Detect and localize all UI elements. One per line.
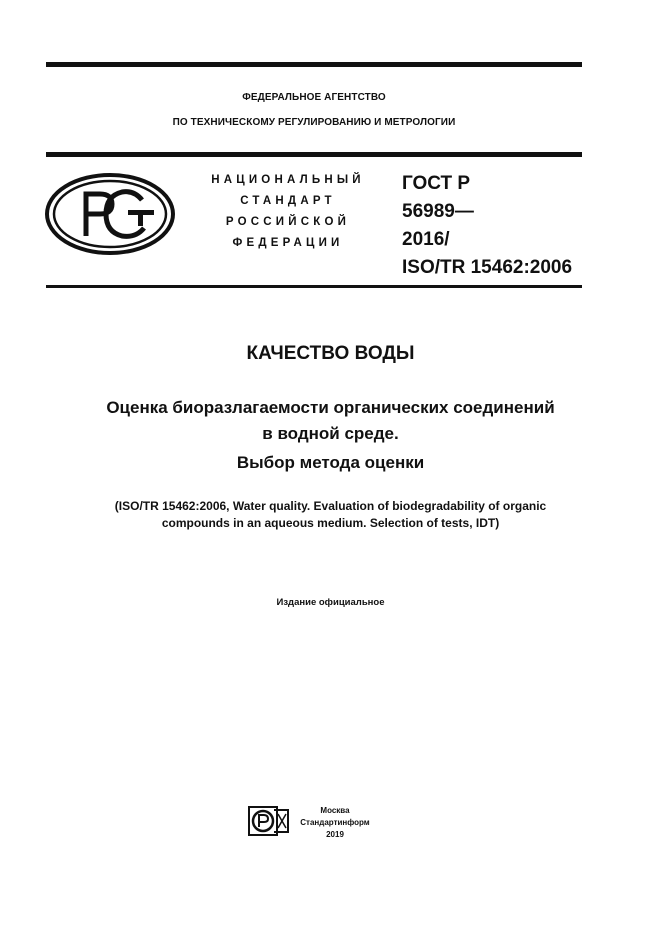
iso-reference-line: (ISO/TR 15462:2006, Water quality. Evaluation of biodegradability of organic xyxy=(114,499,547,513)
publisher-year: 2019 xyxy=(326,830,344,839)
subtitle-line: Оценка биоразлагаемости органических соединений xyxy=(106,398,555,417)
publisher-city: Москва xyxy=(320,806,350,815)
publisher-name: Стандартинформ xyxy=(300,818,370,827)
document-title: КАЧЕСТВО ВОДЫ xyxy=(246,343,415,364)
national-line: НАЦИОНАЛЬНЫЙ xyxy=(211,174,365,186)
edition-label: Издание официальное xyxy=(276,597,385,608)
designation-line: 2016/ xyxy=(402,229,450,250)
agency-line-2: ПО ТЕХНИЧЕСКОМУ РЕГУЛИРОВАНИЮ И МЕТРОЛОГИИ xyxy=(172,117,456,128)
standartinform-logo-icon xyxy=(248,806,290,836)
national-line: ФЕДЕРАЦИИ xyxy=(232,237,344,249)
subtitle-line: Выбор метода оценки xyxy=(236,453,425,472)
standard-designation xyxy=(402,170,572,282)
national-line: РОССИЙСКОЙ xyxy=(225,216,351,228)
designation-line: ГОСТ Р xyxy=(402,173,471,194)
bottom-rule xyxy=(46,285,582,288)
designation-line: ISO/TR 15462:2006 xyxy=(402,257,573,278)
middle-rule xyxy=(46,152,582,157)
subtitle-line: в водной среде. xyxy=(262,424,399,443)
national-standard-label xyxy=(193,170,383,254)
designation-line: 56989— xyxy=(402,201,474,222)
iso-reference-line: compounds in an aqueous medium. Selection of tests, IDT) xyxy=(161,516,500,530)
gost-r-emblem-icon xyxy=(44,172,176,256)
top-rule xyxy=(46,62,582,67)
agency-line-1: ФЕДЕРАЛЬНОЕ АГЕНТСТВО xyxy=(242,92,386,103)
national-line: СТАНДАРТ xyxy=(240,195,336,207)
publisher-info xyxy=(296,805,374,841)
